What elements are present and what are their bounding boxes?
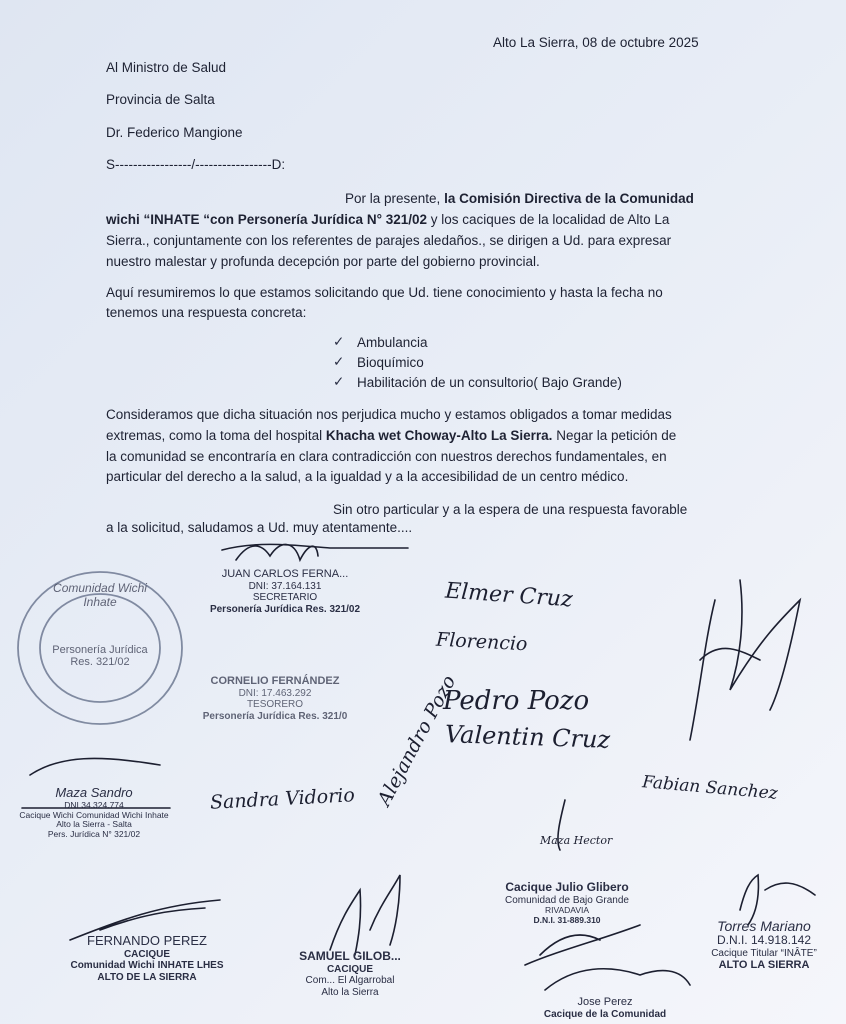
- p1-bold-2: wichi “INHATE “con Personería Jurídica N° 321/02: [106, 212, 428, 227]
- stamp-torres-place: ALTO LA SIERRA: [718, 959, 810, 972]
- stamp-samuel-place: Alto la Sierra: [321, 986, 379, 998]
- stamp-torres-dni: D.N.I. 14.918.142: [716, 933, 812, 948]
- list-item: Bioquímico: [357, 355, 424, 370]
- stamp-julio-dni: D.N.I. 31-889.310: [533, 915, 601, 926]
- signature-elmer: Elmer Cruz: [444, 578, 574, 613]
- stamp-secretario: [200, 568, 370, 615]
- stamp-tesorero: [190, 675, 360, 722]
- stamp-jose-name: Jose Perez: [577, 996, 633, 1008]
- recipient-line-2: Provincia de Salta: [106, 92, 215, 107]
- signature-maza-hector: Maza Hector: [540, 834, 613, 847]
- stamp-tesorero-entity: Personería Jurídica Res. 321/0: [202, 710, 348, 722]
- p1-bold-1: la Comisión Directiva de la Comunidad: [444, 191, 694, 206]
- stamp-julio-name: Cacique Julio Glibero: [505, 880, 629, 894]
- stamp-secretario-role: SECRETARIO: [252, 592, 318, 604]
- closing-line-1: Sin otro particular y a la espera de una respuesta favorable: [333, 502, 688, 517]
- stamp-samuel: [280, 950, 420, 998]
- stamp-maza-dni: DNI 34.324.774: [64, 799, 124, 810]
- p3-line-4: particular del derecho a la salud, a la igualdad y a la accesibilidad de un centro médico.: [106, 469, 629, 484]
- stamp-julio-place: RIVADAVIA: [544, 905, 590, 916]
- stamp-fernando-entity: Comunidad Wichi INHATE LHES: [70, 960, 224, 972]
- stamp-fernando-role: CACIQUE: [123, 948, 171, 960]
- signature-valentin: Valentin Cruz: [444, 720, 611, 754]
- stamp-maza-name: Maza Sandro: [55, 785, 133, 800]
- p1-line-3: Sierra., conjuntamente con los referentes de parajes aledaños., se dirigen a Ud. para expresar: [106, 233, 672, 248]
- check-icon: ✓: [333, 374, 345, 389]
- salutation-sd: S-----------------/-----------------D:: [106, 157, 286, 172]
- stamp-torres-name: Torres Mariano: [717, 918, 811, 934]
- stamp-maza: [14, 786, 174, 840]
- p2-line-1: Aquí resumiremos lo que estamos solicitando que Ud. tiene conocimiento y hasta la fecha no: [106, 285, 663, 300]
- round-seal-center-1: Personería Jurídica: [52, 643, 148, 656]
- stamp-torres-role: Cacique Titular “INÂTE”: [711, 947, 817, 959]
- closing-line-2: a la solicitud, saludamos a Ud. muy atentamente....: [106, 520, 413, 535]
- p3-line-1: Consideramos que dicha situación nos perjudica mucho y estamos obligados a tomar medidas: [106, 407, 672, 422]
- recipient-line-3: Dr. Federico Mangione: [106, 125, 243, 140]
- stamp-fernando-name: FERNANDO PEREZ: [87, 933, 207, 948]
- stamp-samuel-entity: Com... El Algarrobal: [305, 975, 395, 987]
- p2-line-2: tenemos una respuesta concreta:: [106, 305, 307, 320]
- signature-alejandro: Alejandro Pozo: [373, 671, 461, 810]
- stamp-tesorero-role: TESORERO: [246, 699, 304, 711]
- p3-hospital-name: Khacha wet Choway-Alto La Sierra.: [325, 428, 553, 443]
- signature-pedro: Pedro Pozo: [443, 686, 590, 716]
- signature-sandra: Sandra Vidorio: [209, 784, 356, 814]
- p3-line-2-a: extremas, como la toma del hospital: [106, 428, 323, 443]
- stamp-secretario-dni: DNI: 37.164.131: [248, 580, 322, 592]
- place-date: Alto La Sierra, 08 de octubre 2025: [493, 35, 699, 50]
- stamp-secretario-name: JUAN CARLOS FERNA...: [221, 568, 349, 580]
- stamp-julio: [478, 881, 656, 926]
- round-seal-center-2: Res. 321/02: [70, 656, 130, 669]
- p1-rest-line-2: y los caciques de la localidad de Alto La: [430, 212, 670, 227]
- check-icon: ✓: [333, 334, 345, 349]
- p3-line-2-b: Negar la petición de: [556, 428, 677, 443]
- stamp-fernando-place: ALTO DE LA SIERRA: [97, 971, 197, 983]
- stamp-torres: [684, 918, 844, 972]
- stamp-jose-role: Cacique de la Comunidad: [543, 1008, 667, 1020]
- stamp-maza-entity: Pers. Jurídica N° 321/02: [47, 829, 141, 840]
- stamp-maza-place: Alto la Sierra - Salta: [56, 819, 132, 830]
- p1-intro: Por la presente,: [345, 191, 441, 206]
- p1-line-4: nuestro malestar y profunda decepción por parte del gobierno provincial.: [106, 254, 540, 269]
- stamp-tesorero-name: CORNELIO FERNÁNDEZ: [210, 675, 340, 687]
- p3-line-3: la comunidad se encontraría en clara contradicción con nuestros derechos fundamentales, en: [106, 449, 667, 464]
- signature-fabian: Fabian Sanchez: [641, 772, 779, 804]
- list-item: Ambulancia: [357, 335, 428, 350]
- list-item: Habilitación de un consultorio( Bajo Grande): [357, 375, 622, 390]
- stamp-secretario-entity: Personería Jurídica Res. 321/02: [209, 603, 361, 615]
- check-icon: ✓: [333, 354, 345, 369]
- stamp-tesorero-dni: DNI: 17.463.292: [238, 687, 312, 699]
- signature-florencio: Florencio: [435, 628, 528, 656]
- stamp-samuel-name: SAMUEL GILOB...: [299, 949, 401, 963]
- stamp-fernando: [62, 934, 232, 983]
- stamp-julio-community: Comunidad de Bajo Grande: [505, 894, 629, 906]
- stamp-jose: [530, 996, 680, 1020]
- round-seal: [40, 582, 160, 669]
- recipient-line-1: Al Ministro de Salud: [106, 60, 227, 75]
- stamp-samuel-role: CACIQUE: [326, 963, 374, 975]
- round-seal-ring: Comunidad Wichi Inhate: [53, 581, 147, 609]
- stamp-maza-role: Cacique Wichi Comunidad Wichi Inhate: [19, 809, 169, 820]
